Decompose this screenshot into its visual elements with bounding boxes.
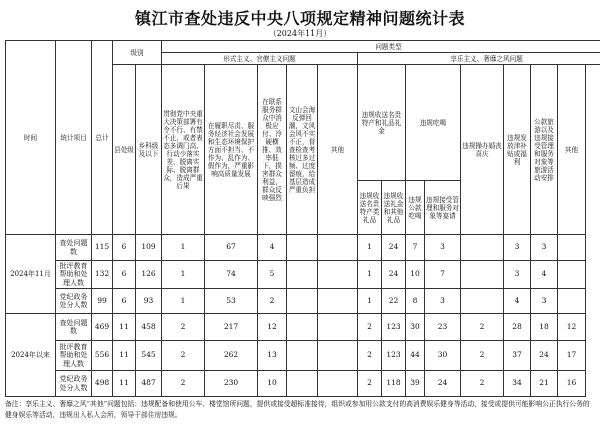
cell-f4 <box>287 261 318 289</box>
cell-f3: 10 <box>258 371 287 397</box>
cell-f4 <box>287 235 318 261</box>
cell-f3: 2 <box>258 289 287 314</box>
cell-f4 <box>287 371 318 397</box>
cell-f2: 67 <box>205 235 258 261</box>
cell-h4: 28 <box>504 314 531 341</box>
cell-h5: 3 <box>531 235 558 261</box>
cell-h2b: 30 <box>425 341 461 371</box>
header-subsidies: 违规发放津补贴或福利 <box>504 65 531 235</box>
cell-h1a: 2 <box>358 341 382 371</box>
cell-h5: 3 <box>531 289 558 314</box>
cell-total: 99 <box>92 289 113 314</box>
cell-h6: 12 <box>558 314 586 341</box>
cell-f2: 217 <box>205 314 258 341</box>
cell-f5 <box>318 341 358 371</box>
cell-h2a: 8 <box>406 289 425 314</box>
page-subtitle: （2024年11月） <box>268 29 332 38</box>
cell-h1b: 123 <box>382 314 406 341</box>
cell-h1b: 24 <box>382 261 406 289</box>
group-time: 2024年11月 <box>6 235 56 314</box>
cell-f5 <box>318 314 358 341</box>
cell-h3: 2 <box>461 314 504 341</box>
row-item: 党纪政务处分人数 <box>56 289 92 314</box>
header-hedonism-other: 其他 <box>558 65 586 235</box>
header-gifts: 违规收送名贵特产和礼品礼金 <box>358 65 406 181</box>
cell-h2b: 3 <box>425 289 461 314</box>
header-formalism-other: 其他 <box>318 65 358 235</box>
cell-township: 458 <box>136 314 162 341</box>
cell-h6: 16 <box>558 371 586 397</box>
header-formalism-1: 贯彻党中央重大决策部署有令不行、有禁不止，或者表态多调门高、行动少落实差，脱离实际、脱离群众，造成严重后果 <box>162 65 205 235</box>
cell-county: 11 <box>113 371 136 397</box>
header-dining-public: 违规公款吃喝 <box>406 181 425 235</box>
cell-h4: 3 <box>504 235 531 261</box>
cell-f1: 2 <box>162 341 205 371</box>
cell-county: 6 <box>113 261 136 289</box>
cell-h1a: 1 <box>358 289 382 314</box>
cell-h2a: 7 <box>406 235 425 261</box>
cell-h5: 4 <box>531 261 558 289</box>
cell-total: 132 <box>92 261 113 289</box>
cell-h4: 3 <box>504 261 531 289</box>
cell-f1: 1 <box>162 289 205 314</box>
cell-h5: 21 <box>531 371 558 397</box>
header-hedonism: 享乐主义、奢靡之风问题 <box>358 53 600 65</box>
cell-county: 6 <box>113 289 136 314</box>
row-item: 查处问题数 <box>56 314 92 341</box>
cell-h3 <box>461 235 504 261</box>
cell-h3: 2 <box>461 341 504 371</box>
header-weddings-funerals: 违规操办婚丧喜庆 <box>461 65 504 235</box>
cell-h3 <box>461 289 504 314</box>
row-item: 批评教育帮助和处理人数 <box>56 261 92 289</box>
cell-f2: 53 <box>205 289 258 314</box>
cell-h1a: 2 <box>358 314 382 341</box>
group-time: 2024年以来 <box>6 314 56 397</box>
cell-township: 545 <box>136 341 162 371</box>
header-travel: 公款旅游以及违规接受管理和服务对象等旅游活动安排 <box>531 65 558 235</box>
cell-h6 <box>558 261 586 289</box>
cell-total: 498 <box>92 371 113 397</box>
cell-f5 <box>318 261 358 289</box>
cell-township: 126 <box>136 261 162 289</box>
cell-h4: 4 <box>504 289 531 314</box>
cell-h1b: 22 <box>382 289 406 314</box>
cell-h2a: 10 <box>406 261 425 289</box>
cell-f4 <box>287 314 318 341</box>
cell-f3: 13 <box>258 341 287 371</box>
cell-h6 <box>558 235 586 261</box>
cell-h4: 37 <box>504 341 531 371</box>
cell-township: 109 <box>136 235 162 261</box>
cell-h4: 34 <box>504 371 531 397</box>
cell-f1: 1 <box>162 235 205 261</box>
cell-h2a: 39 <box>406 371 425 397</box>
cell-f5 <box>318 289 358 314</box>
row-item: 查处问题数 <box>56 235 92 261</box>
cell-f3: 5 <box>258 261 287 289</box>
footnote: 备注：享乐主义、奢靡之风“其他”问题包括：违规配备和使用公车、楼堂馆所问题，提供或接受超标准接待，组织或参加用公款支付的高消费娱乐健身等活动，接受或提供可能影响公正执行公务的健身娱乐等活动，违规出入私人会所，领导干部住房违规。 <box>5 400 590 419</box>
cell-f2: 230 <box>205 371 258 397</box>
header-total: 总计 <box>92 41 113 235</box>
cell-h1a: 2 <box>358 371 382 397</box>
cell-total: 469 <box>92 314 113 341</box>
cell-h1b: 123 <box>382 341 406 371</box>
header-township-level: 乡科级及以下 <box>136 65 162 235</box>
header-formalism-4: 文山会海反弹回潮，文风会风不实不正，督查检查考核过多过频、过度留痕，给基层造成严重负担 <box>287 65 318 235</box>
header-time: 时间 <box>6 41 56 235</box>
cell-h2b: 23 <box>425 314 461 341</box>
row-item: 党纪政务处分人数 <box>56 371 92 397</box>
cell-township: 487 <box>136 371 162 397</box>
cell-h2a: 30 <box>406 314 425 341</box>
page-title: 镇江市查处违反中央八项规定精神问题统计表 <box>134 9 465 28</box>
cell-f2: 74 <box>205 261 258 289</box>
header-dining: 违规吃喝 <box>406 65 461 181</box>
cell-h2b: 24 <box>425 371 461 397</box>
cell-h3: 2 <box>461 371 504 397</box>
header-formalism: 形式主义、官僚主义问题 <box>162 53 358 65</box>
cell-county: 11 <box>113 341 136 371</box>
cell-h2b: 7 <box>425 261 461 289</box>
cell-f3: 12 <box>258 314 287 341</box>
cell-h6: 17 <box>558 341 586 371</box>
cell-h1a: 1 <box>358 235 382 261</box>
cell-h2b: 3 <box>425 235 461 261</box>
header-dining-banquet: 违规接受管理和服务对象等宴请 <box>425 181 461 235</box>
cell-f5 <box>318 235 358 261</box>
cell-county: 6 <box>113 235 136 261</box>
cell-h2a: 44 <box>406 341 425 371</box>
header-level: 级别 <box>113 41 162 65</box>
cell-h3 <box>461 261 504 289</box>
header-county-level: 县处级 <box>113 65 136 235</box>
header-formalism-2: 在履职尽责、服务经济社会发展和生态环境保护方面不担当、不作为、乱作为、假作为，严重影响高质量发展 <box>205 65 258 235</box>
cell-f1: 2 <box>162 314 205 341</box>
cell-f1: 2 <box>162 371 205 397</box>
cell-f2: 262 <box>205 341 258 371</box>
header-problem-type: 问题类型 <box>162 41 600 53</box>
cell-township: 93 <box>136 289 162 314</box>
header-formalism-3: 在联系服务群众中消极应付、冷硬横推、效率低下，损害群众利益，群众反映强烈 <box>258 65 287 235</box>
cell-h6 <box>558 289 586 314</box>
cell-total: 556 <box>92 341 113 371</box>
statistics-table <box>5 40 600 397</box>
cell-h5: 24 <box>531 341 558 371</box>
header-gifts-specialty: 违规收送名贵特产类礼品 <box>358 181 382 235</box>
cell-h1b: 118 <box>382 371 406 397</box>
row-item: 批评教育帮助和处理人数 <box>56 341 92 371</box>
cell-f4 <box>287 289 318 314</box>
cell-h5: 18 <box>531 314 558 341</box>
cell-f5 <box>318 371 358 397</box>
cell-h1b: 24 <box>382 235 406 261</box>
cell-f1: 1 <box>162 261 205 289</box>
cell-f4 <box>287 341 318 371</box>
cell-h1a: 1 <box>358 261 382 289</box>
cell-total: 115 <box>92 235 113 261</box>
cell-county: 11 <box>113 314 136 341</box>
cell-f3: 4 <box>258 235 287 261</box>
header-gifts-money: 违规收送礼金和其他礼品 <box>382 181 406 235</box>
header-item: 统计项目 <box>56 41 92 235</box>
